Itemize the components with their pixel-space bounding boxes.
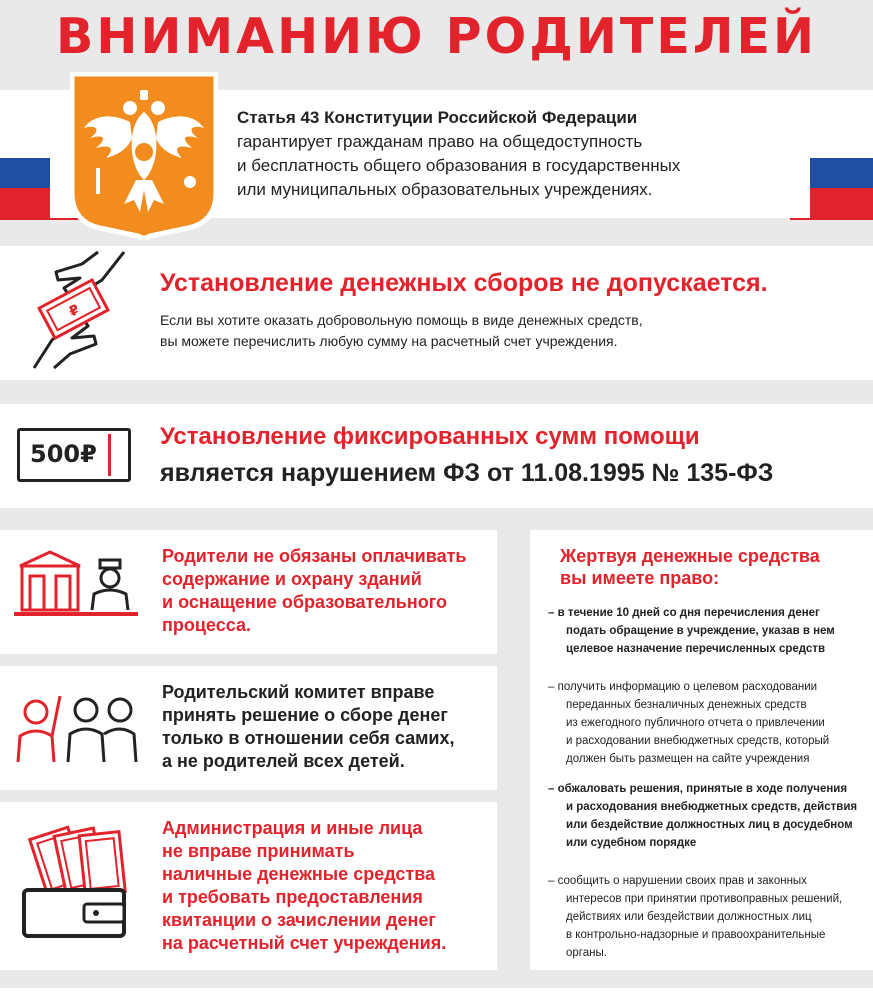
administration-line: и требовать предоставления [162, 887, 423, 907]
rights-line: подать обращение в учреждение, указав в нем [566, 625, 835, 637]
rights-heading: вы имеете право: [560, 568, 720, 588]
flag-top-left [0, 90, 60, 128]
committee-line: а не родителей всех детей. [162, 751, 405, 771]
constitution-line: гарантирует гражданам право на общедоступность [237, 132, 643, 151]
wallet-money-icon [18, 822, 136, 942]
administration-line: не вправе принимать [162, 841, 355, 861]
rights-heading: Жертвуя денежные средства [560, 546, 820, 566]
fees-heading: Установление денежных сборов не допускается [160, 269, 761, 297]
obligations-line: содержание и охрану зданий [162, 569, 422, 589]
rights-line: – получить информацию о целевом расходовании [548, 681, 818, 693]
coat-of-arms-icon [70, 72, 218, 242]
banknote-500-icon [17, 428, 131, 482]
rights-item [548, 780, 858, 852]
obligations-line: Родители не обязаны оплачивать [162, 546, 467, 566]
fixed-subheading: является нарушением ФЗ от 11.08.1995 № 135-ФЗ [160, 459, 774, 487]
administration-line: квитанции о зачислении денег [162, 910, 436, 930]
obligations-line: и оснащение образовательного [162, 592, 447, 612]
rights-item [548, 604, 858, 658]
rights-item [548, 872, 858, 962]
rights-line: переданных безналичных денежных средств [566, 699, 807, 711]
fixed-heading: Установление фиксированных сумм помощи [160, 423, 700, 450]
administration-line: Администрация и иные лица [162, 818, 423, 838]
rights-line: – в течение 10 дней со дня перечисления денег [548, 607, 820, 619]
fees-line: вы можете перечислить любую сумму на расчетный счет учреждения. [160, 333, 618, 349]
rights-line: или бездействие должностных лиц в досудебном [566, 819, 853, 831]
page-title: ВНИМАНИЮ РОДИТЕЛЕЙ [56, 8, 817, 65]
fees-heading-dot: . [760, 269, 768, 297]
rights-line: действиях или бездействии должностных лиц [566, 911, 812, 923]
obligations-line: процесса. [162, 615, 251, 635]
committee-line: только в отношении себя самих, [162, 728, 455, 748]
rights-line: или судебном порядке [566, 837, 697, 849]
rights-line: и расходования внебюджетных средств, действия [566, 801, 858, 813]
money-handover-icon [14, 250, 134, 370]
rights-line: из ежегодного публичного отчета о привлечении [566, 717, 825, 729]
constitution-line: или муниципальных образовательных учреждениях. [237, 180, 653, 199]
administration-line: на расчетный счет учреждения. [162, 933, 447, 953]
committee-line: Родительский комитет вправе [162, 682, 435, 702]
rights-line: интересов при принятии противоправных решений, [566, 893, 843, 905]
fees-line: Если вы хотите оказать добровольную помощь в виде денежных средств, [160, 312, 643, 328]
administration-line: наличные денежные средства [162, 864, 436, 884]
rights-line: органы. [566, 947, 607, 959]
parents-group-icon [12, 690, 142, 770]
banknote-amount: 500₽ [30, 440, 97, 468]
rights-line: – сообщить о нарушении своих прав и законных [548, 875, 807, 887]
rights-line: – обжаловать решения, принятые в ходе получения [548, 783, 848, 795]
rights-line: должен быть размещен на сайте учреждения [566, 753, 810, 765]
rights-line: в контрольно-надзорные и правоохранительные [566, 929, 826, 941]
flag-top-right [800, 90, 873, 128]
constitution-lead: Статья 43 Конституции Российской Федерации [237, 108, 638, 127]
rights-item [548, 678, 858, 768]
building-guard-icon [14, 548, 142, 628]
bottom-strip [0, 988, 873, 998]
rights-line: и расходовании внебюджетных средств, который [566, 735, 830, 747]
rights-line: целевое назначение перечисленных средств [566, 643, 826, 655]
committee-line: принять решение о сборе денег [162, 705, 448, 725]
ruble-sign: ₽ [66, 301, 83, 321]
constitution-line: и бесплатность общего образования в государственных [237, 156, 681, 175]
